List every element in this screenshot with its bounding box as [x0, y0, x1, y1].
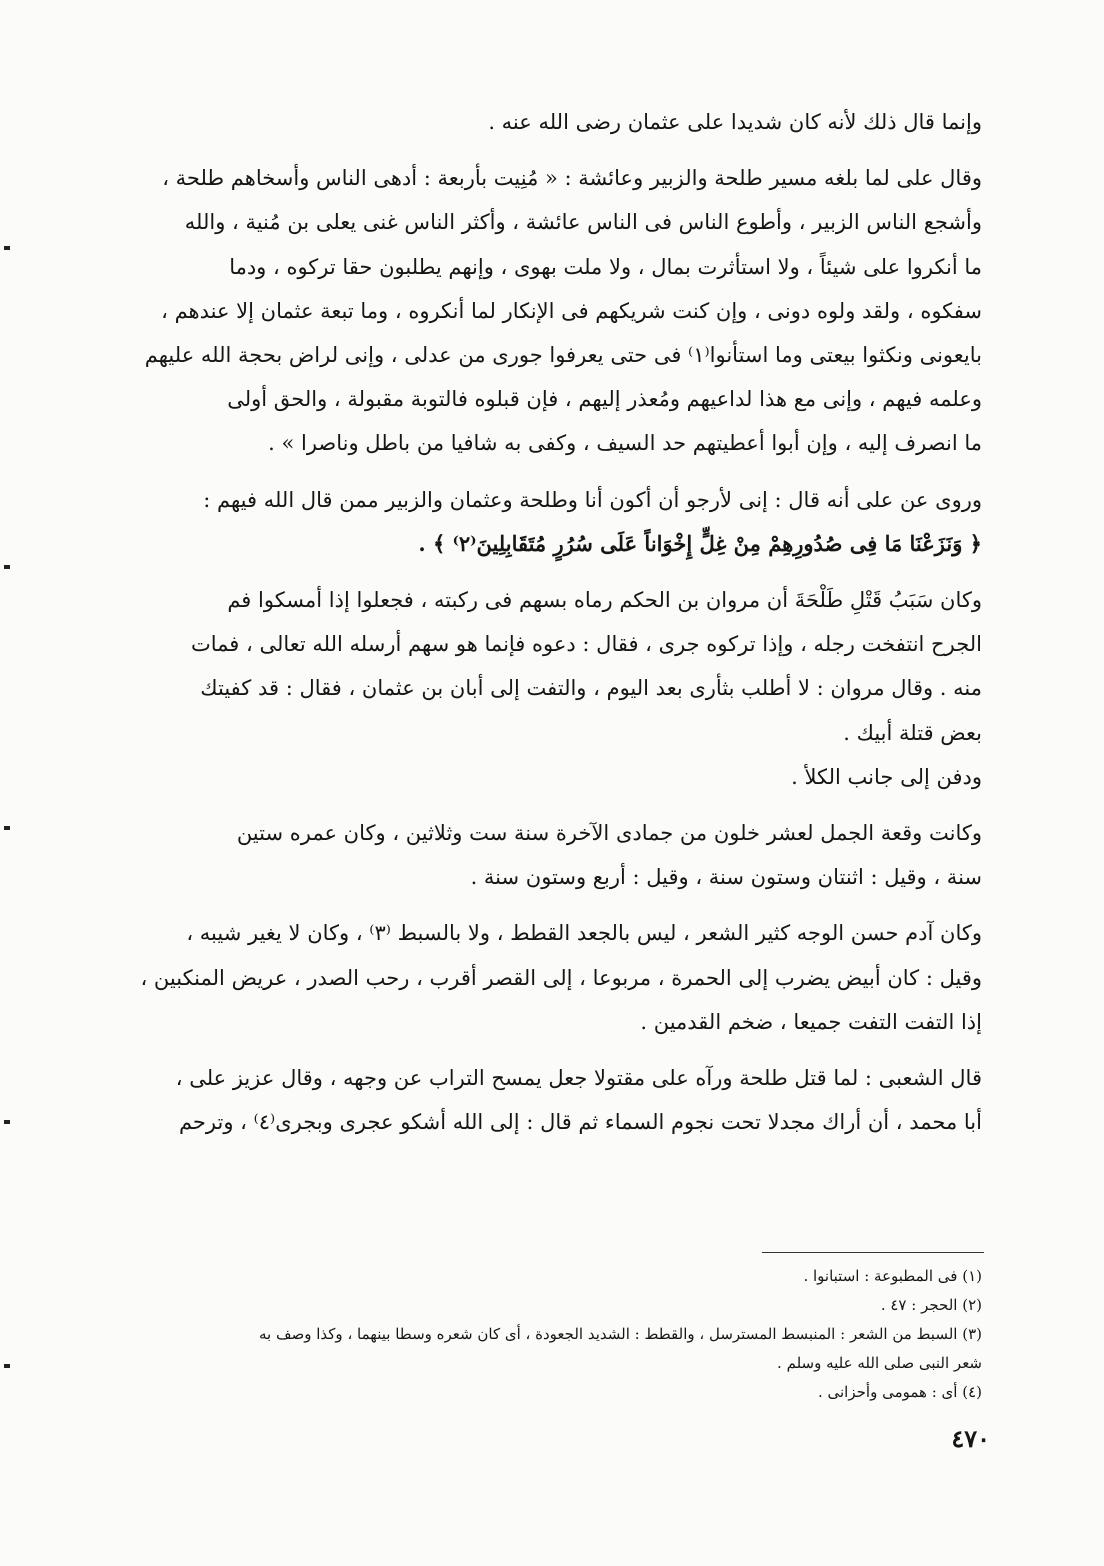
paragraph-7-line-3: إذا التفت التفت جميعا ، ضخم القدمين . [640, 1009, 982, 1034]
paragraph-4-line-4: بعض قتلة أبيك . [843, 720, 982, 745]
footnote-1: (١) فى المطبوعة : استبانوا . [803, 1267, 982, 1285]
paragraph-2-line-3: ما أنكروا على شيئاً ، ولا استأثرت بمال ، ولا ملت بهوى ، وإنهم يطلبون حقا تركوه ، ودما [229, 254, 982, 279]
page-body [92, 100, 982, 1144]
paragraph-4-line-1: وكان سَبَبُ قَتْلِ طَلْحَةَ أن مروان بن الحكم رماه بسهم فى ركبته ، فجعلوا إذا أمسكوا فم [227, 588, 982, 613]
paragraph-4-line-3: منه . وقال مروان : لا أطلب بثأرى بعد اليوم ، والتفت إلى أبان بن عثمان ، فقال : قد كفيتك [200, 676, 982, 701]
scan-margin-mark [4, 826, 10, 830]
paragraph-5-line-1: ودفن إلى جانب الكلأ . [791, 764, 982, 789]
paragraph-4-line-2: الجرح انتفخت رجله ، وإذا تركوه جرى ، فقال : دعوه فإنما هو سهم أرسله الله تعالى ، فمات [191, 632, 982, 657]
paragraph-2-line-2: وأشجع الناس الزبير ، وأطوع الناس فى الناس عائشة ، وأكثر الناس غنى يعلى بن مُنية ، والله [184, 210, 982, 235]
scan-margin-mark [4, 565, 10, 569]
paragraph-2-line-6: وعلمه فيهم ، وإنى مع هذا لداعيهم ومُعذر إليهم ، فإن قبلوه فالتوبة مقبولة ، والحق أولى [227, 387, 982, 412]
paragraph-7-line-1: وكان آدم حسن الوجه كثير الشعر ، ليس بالجعد القطط ، ولا بالسبط ⁽٣⁾ ، وكان لا يغير شيبه ، [186, 921, 982, 946]
scan-margin-mark [4, 246, 10, 250]
footnote-3-line-2: شعر النبى صلى الله عليه وسلم . [777, 1354, 982, 1372]
paragraph-3-line-1: وروى عن على أنه قال : إنى لأرجو أن أكون أنا وطلحة وعثمان والزبير ممن قال الله فيهم : [203, 487, 982, 512]
paragraph-2-line-7: ما انصرف إليه ، وإن أبوا أعطيتهم حد السيف ، وكفى به شافيا من باطل وناصرا » . [268, 431, 982, 456]
paragraph-2-line-1: وقال على لما بلغه مسير طلحة والزبير وعائشة : « مُنِيت بأربعة : أدهى الناس وأسخاهم طلحة ، [162, 166, 982, 191]
page-number: ٤٧٠ [951, 1424, 990, 1453]
scan-margin-mark [4, 1120, 10, 1124]
paragraph-1-line-1: وإنما قال ذلك لأنه كان شديدا على عثمان رضى الله عنه . [488, 110, 982, 134]
footnote-2: (٢) الحجر : ٤٧ . [880, 1296, 982, 1314]
paragraph-7-line-2: وقيل : كان أبيض يضرب إلى الحمرة ، مربوعا ، إلى القصر أقرب ، رحب الصدر ، عريض المنكبين ، [140, 965, 982, 990]
paragraph-8-line-1: قال الشعبى : لما قتل طلحة ورآه على مقتولا جعل يمسح التراب عن وجهه ، وقال عزيز على ، [175, 1066, 982, 1091]
paragraph-2-line-4: سفكوه ، ولقد ولوه دونى ، وإن كنت شريكهم فى الإنكار لما أنكروه ، وما تبعة عثمان إلا عندهم ، [161, 298, 982, 323]
quran-verse: ﴿ وَنَزَعْنَا مَا فِى صُدُورِهِمْ مِنْ غِلٍّ إِخْوَاناً عَلَى سُرُرٍ مُتَقَابِلِينَ⁽٢⁾ ﴾ . [418, 530, 982, 556]
footnotes [92, 1262, 982, 1407]
footnote-separator [762, 1252, 984, 1253]
paragraph-8-line-2: أبا محمد ، أن أراك مجدلا تحت نجوم السماء ثم قال : إلى الله أشكو عجرى وبجرى⁽٤⁾ ، وترحم [178, 1110, 982, 1135]
footnote-4: (٤) أى : همومى وأحزانى . [817, 1383, 982, 1401]
footnote-3-line-1: (٣) السبط من الشعر : المنبسط المسترسل ، والقطط : الشديد الجعودة ، أى كان شعره وسطا بينهما ، وكذا وصف به [258, 1325, 982, 1343]
paragraph-6-line-2: سنة ، وقيل : اثنتان وستون سنة ، وقيل : أربع وستون سنة . [470, 865, 982, 890]
paragraph-6-line-1: وكانت وقعة الجمل لعشر خلون من جمادى الآخرة سنة ست وثلاثين ، وكان عمره ستين [236, 821, 982, 846]
paragraph-2-line-5: بايعونى ونكثوا بيعتى وما استأنوا⁽١⁾ فى حتى يعرفوا جورى من عدلى ، وإنى لراض بحجة الله عليهم [144, 343, 982, 368]
scan-margin-mark [4, 1364, 10, 1368]
